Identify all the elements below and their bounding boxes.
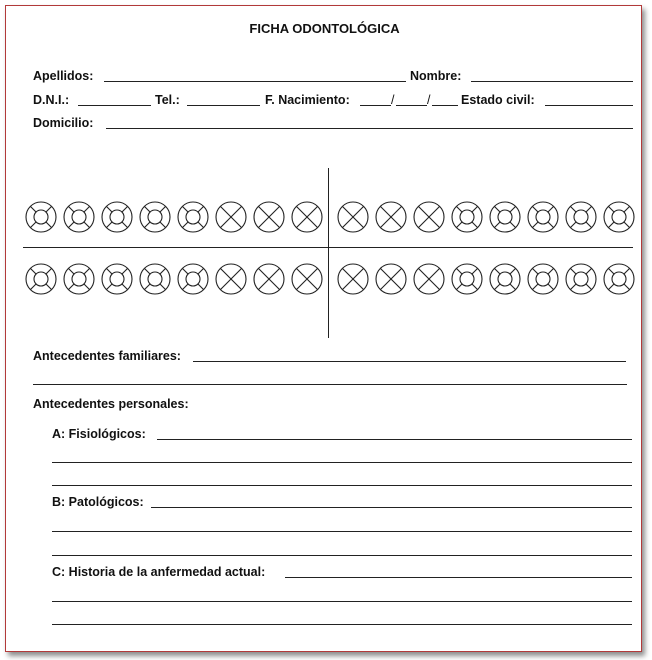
lower-tooth-9-icon[interactable] [337,263,369,295]
lower-tooth-4-icon[interactable] [139,263,171,295]
nombre-label: Nombre: [410,69,462,83]
fisiologicos-line-3[interactable] [52,485,632,486]
upper-tooth-11-icon[interactable] [413,201,445,233]
upper-tooth-15-icon[interactable] [565,201,597,233]
antecedentes-familiares-label: Antecedentes familiares: [33,349,181,363]
nombre-field[interactable] [471,81,633,82]
historia-label: C: Historia de la anfermedad actual: [52,565,266,579]
upper-tooth-12-icon[interactable] [451,201,483,233]
lower-tooth-10-icon[interactable] [375,263,407,295]
nacimiento-month-field[interactable] [396,105,427,106]
patologicos-label: B: Patológicos: [52,495,144,509]
lower-tooth-16-icon[interactable] [603,263,635,295]
lower-tooth-6-icon[interactable] [215,263,247,295]
apellidos-field[interactable] [104,81,406,82]
lower-tooth-1-icon[interactable] [25,263,57,295]
patologicos-field[interactable] [151,507,632,508]
domicilio-label: Domicilio: [33,116,94,130]
lower-tooth-5-icon[interactable] [177,263,209,295]
nacimiento-label: F. Nacimiento: [265,93,350,107]
dni-label: D.N.I.: [33,93,70,107]
upper-tooth-5-icon[interactable] [177,201,209,233]
antecedentes-familiares-line-2[interactable] [33,384,627,385]
lower-tooth-13-icon[interactable] [489,263,521,295]
estado-civil-field[interactable] [545,105,633,106]
lower-tooth-14-icon[interactable] [527,263,559,295]
dental-record-form [5,5,642,652]
historia-line-3[interactable] [52,624,632,625]
antecedentes-familiares-field[interactable] [193,361,626,362]
odontogram-horizontal-divider [23,247,633,248]
date-separator: / [391,93,395,107]
antecedentes-personales-label: Antecedentes personales: [33,397,189,411]
estado-civil-label: Estado civil: [461,93,535,107]
upper-tooth-6-icon[interactable] [215,201,247,233]
upper-tooth-4-icon[interactable] [139,201,171,233]
lower-tooth-7-icon[interactable] [253,263,285,295]
upper-tooth-13-icon[interactable] [489,201,521,233]
upper-tooth-10-icon[interactable] [375,201,407,233]
upper-tooth-16-icon[interactable] [603,201,635,233]
upper-tooth-1-icon[interactable] [25,201,57,233]
tel-field[interactable] [187,105,260,106]
upper-tooth-14-icon[interactable] [527,201,559,233]
nacimiento-year-field[interactable] [432,105,458,106]
odontogram-vertical-divider [328,168,329,338]
historia-line-2[interactable] [52,601,632,602]
nacimiento-day-field[interactable] [360,105,391,106]
upper-tooth-3-icon[interactable] [101,201,133,233]
tel-label: Tel.: [155,93,180,107]
lower-tooth-2-icon[interactable] [63,263,95,295]
lower-tooth-8-icon[interactable] [291,263,323,295]
lower-tooth-15-icon[interactable] [565,263,597,295]
fisiologicos-line-2[interactable] [52,462,632,463]
lower-tooth-12-icon[interactable] [451,263,483,295]
upper-tooth-8-icon[interactable] [291,201,323,233]
patologicos-line-3[interactable] [52,555,632,556]
date-separator: / [427,93,431,107]
form-title: FICHA ODONTOLÓGICA [249,21,400,36]
dni-field[interactable] [78,105,151,106]
lower-tooth-3-icon[interactable] [101,263,133,295]
historia-field[interactable] [285,577,632,578]
fisiologicos-field[interactable] [157,439,632,440]
fisiologicos-label: A: Fisiológicos: [52,427,146,441]
lower-tooth-11-icon[interactable] [413,263,445,295]
upper-tooth-2-icon[interactable] [63,201,95,233]
domicilio-field[interactable] [106,128,633,129]
patologicos-line-2[interactable] [52,531,632,532]
upper-tooth-7-icon[interactable] [253,201,285,233]
apellidos-label: Apellidos: [33,69,94,83]
upper-tooth-9-icon[interactable] [337,201,369,233]
